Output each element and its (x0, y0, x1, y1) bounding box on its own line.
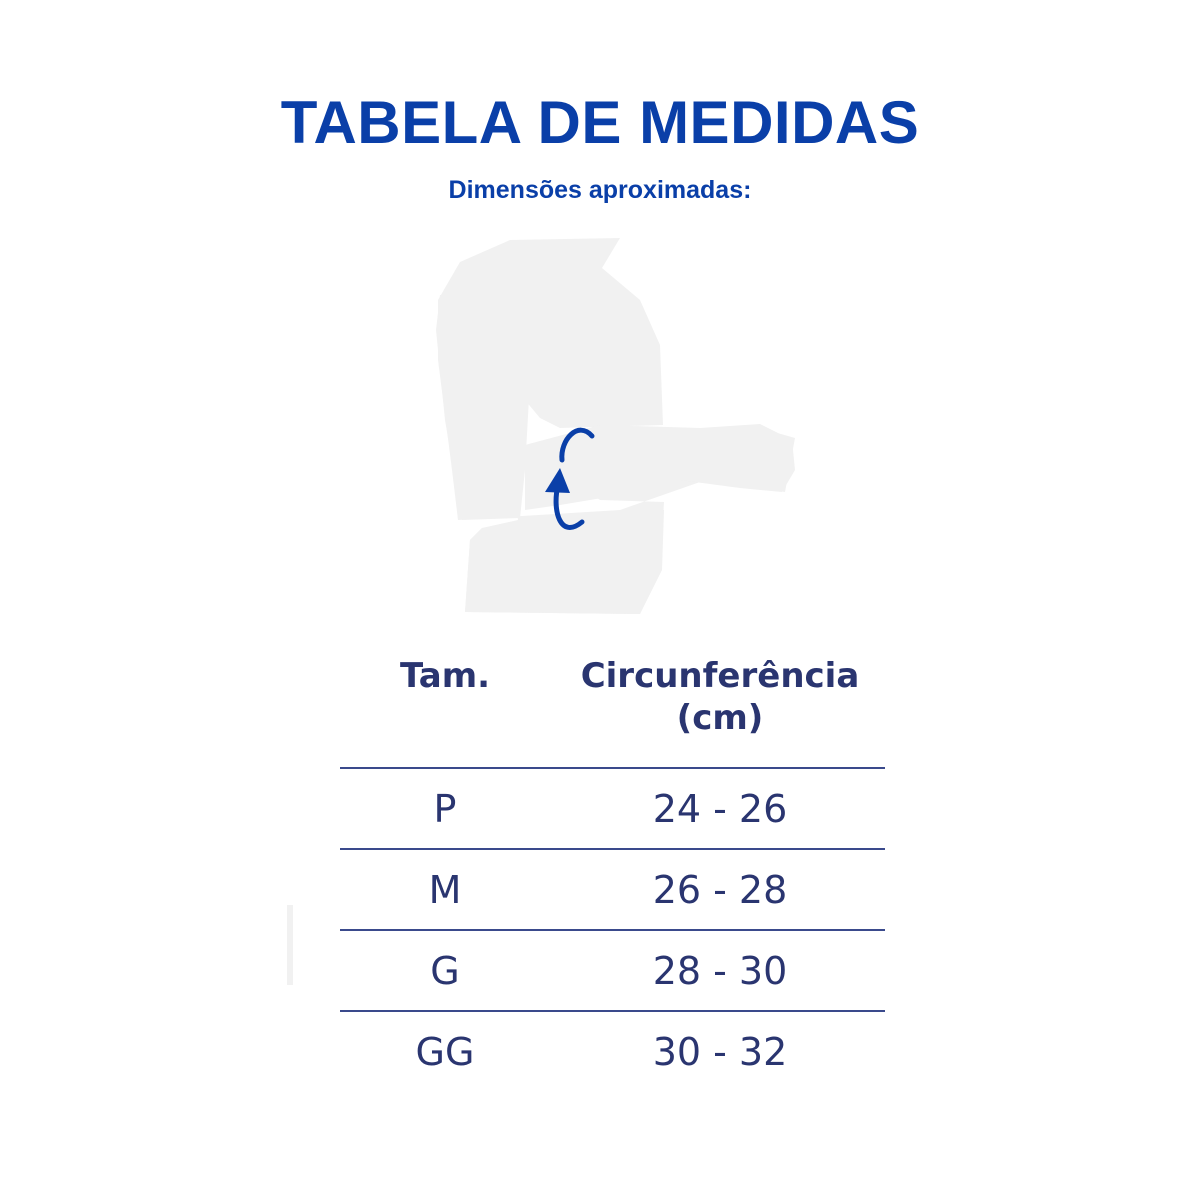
size-cell: G (430, 949, 460, 993)
arm-silhouette-illustration (0, 230, 1200, 630)
circumference-cell: 26 - 28 (652, 868, 788, 912)
table-divider (340, 767, 885, 769)
table-divider (340, 1010, 885, 1012)
size-cell: P (433, 787, 457, 831)
size-cell: M (428, 868, 462, 912)
upper-arm-silhouette (436, 295, 530, 520)
background-artifact (287, 905, 293, 985)
table-divider (340, 848, 885, 850)
size-cell: GG (415, 1030, 475, 1074)
header-circumference-unit: (cm) (676, 698, 764, 738)
table-divider (340, 929, 885, 931)
measurement-figure (0, 230, 1200, 630)
forearm-silhouette (525, 424, 795, 510)
header-size-label: Tam. (399, 656, 491, 696)
circumference-cell: 30 - 32 (652, 1030, 788, 1074)
header-circumference (560, 655, 880, 739)
header-circumference-label: Circunferência (580, 656, 860, 696)
header-size (340, 655, 550, 697)
page-subtitle: Dimensões aproximadas: (448, 176, 752, 204)
page-title: TABELA DE MEDIDAS (280, 89, 920, 156)
circumference-cell: 28 - 30 (652, 949, 788, 993)
circumference-cell: 24 - 26 (652, 787, 788, 831)
